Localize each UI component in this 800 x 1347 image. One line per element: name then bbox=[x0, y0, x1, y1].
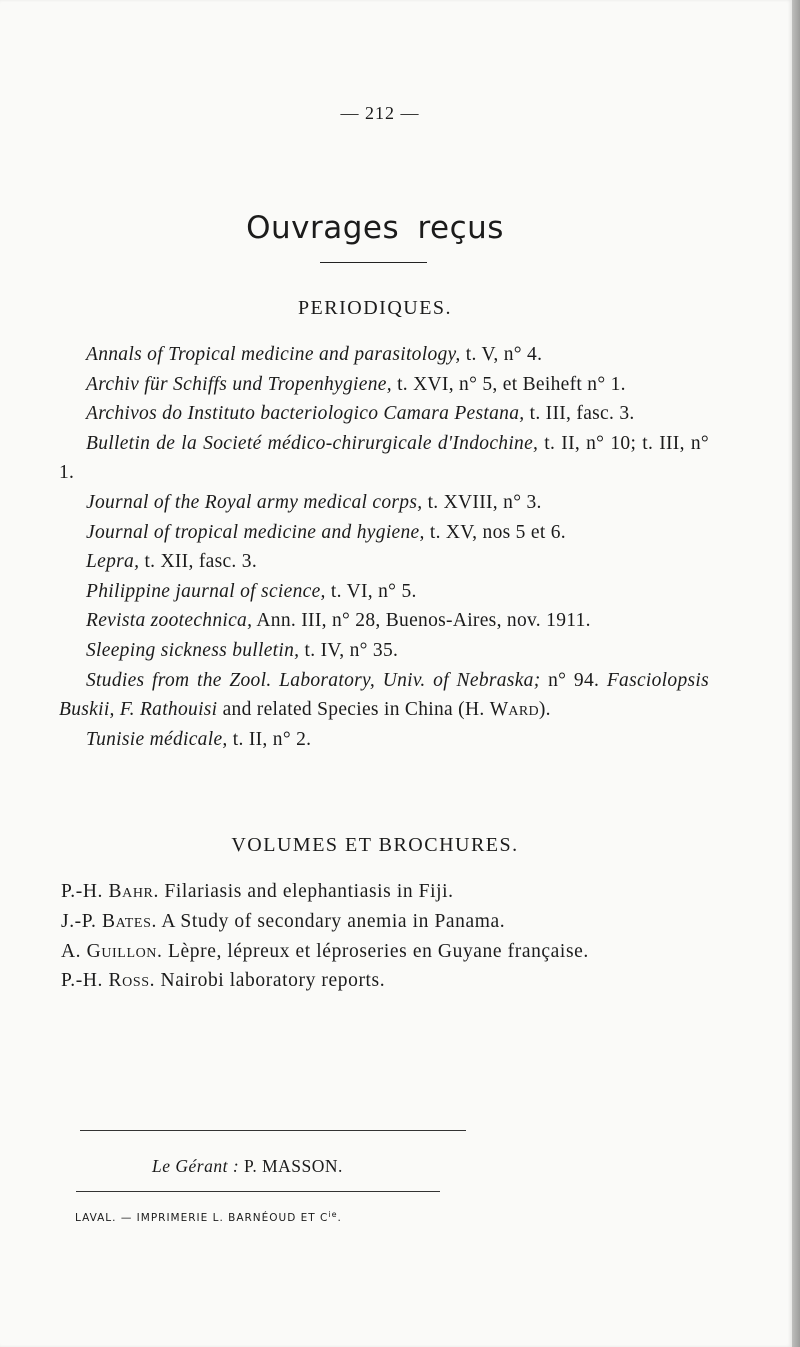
list-item: Studies from the Zool. Laboratory, Univ. of Nebraska; n° 94. Fasciolopsis Buskii, F. Rathouisi and related Species in China (H. Ward). bbox=[59, 669, 709, 721]
footer-rule-top bbox=[80, 1130, 466, 1131]
imprint-line: LAVAL. — IMPRIMERIE L. BARNÉOUD ET $C^{ie}$. bbox=[75, 1210, 342, 1224]
page-spine-edge bbox=[792, 0, 800, 1347]
volumes-list bbox=[61, 877, 711, 996]
list-item: Revista zootechnica, Ann. III, n° 28, Buenos-Aires, nov. 1911. bbox=[86, 610, 591, 632]
footer-rule-bottom bbox=[76, 1191, 440, 1192]
page-title: Ouvrages reçus bbox=[246, 210, 504, 246]
list-item: Archivos do Instituto bacteriologico Camara Pestana, t. III, fasc. 3. bbox=[86, 403, 635, 425]
title-divider bbox=[320, 262, 427, 263]
periodicals-heading: PERIODIQUES. bbox=[297, 297, 453, 319]
list-item: Archiv für Schiffs und Tropenhygiene, t. XVI, n° 5, et Beiheft n° 1. bbox=[86, 373, 626, 395]
list-item: A. Guillon. Lèpre, lépreux et léproseries en Guyane française. bbox=[61, 940, 589, 962]
list-item: P.-H. Bahr. Filariasis and elephantiasis in Fiji. bbox=[61, 881, 454, 902]
list-item: Annals of Tropical medicine and parasitology, t. V, n° 4. bbox=[86, 344, 543, 365]
list-item: Philippine jaurnal of science, t. VI, n° 5. bbox=[86, 580, 417, 602]
list-item: J.-P. Bates. A Study of secondary anemia in Panama. bbox=[61, 910, 506, 932]
list-item: Journal of tropical medicine and hygiene, t. XV, nos 5 et 6. bbox=[86, 521, 566, 543]
list-item: Tunisie médicale, t. II, n° 2. bbox=[86, 728, 312, 750]
list-item: Bulletin de la Societé médico-chirurgicale d'Indochine, t. II, n° 10; t. III, n° 1. bbox=[59, 432, 709, 484]
periodicals-list bbox=[59, 340, 709, 754]
gerant-line: Le Gérant : P. MASSON. bbox=[152, 1156, 343, 1176]
list-item: Sleeping sickness bulletin, t. IV, n° 35. bbox=[86, 639, 399, 661]
volumes-heading: VOLUMES ET BROCHURES. bbox=[231, 834, 519, 856]
page-number: — 212 — bbox=[340, 103, 420, 123]
list-item: Lepra, t. XII, fasc. 3. bbox=[86, 551, 257, 573]
list-item: Journal of the Royal army medical corps, t. XVIII, n° 3. bbox=[86, 491, 542, 513]
list-item: P.-H. Ross. Nairobi laboratory reports. bbox=[61, 970, 386, 992]
